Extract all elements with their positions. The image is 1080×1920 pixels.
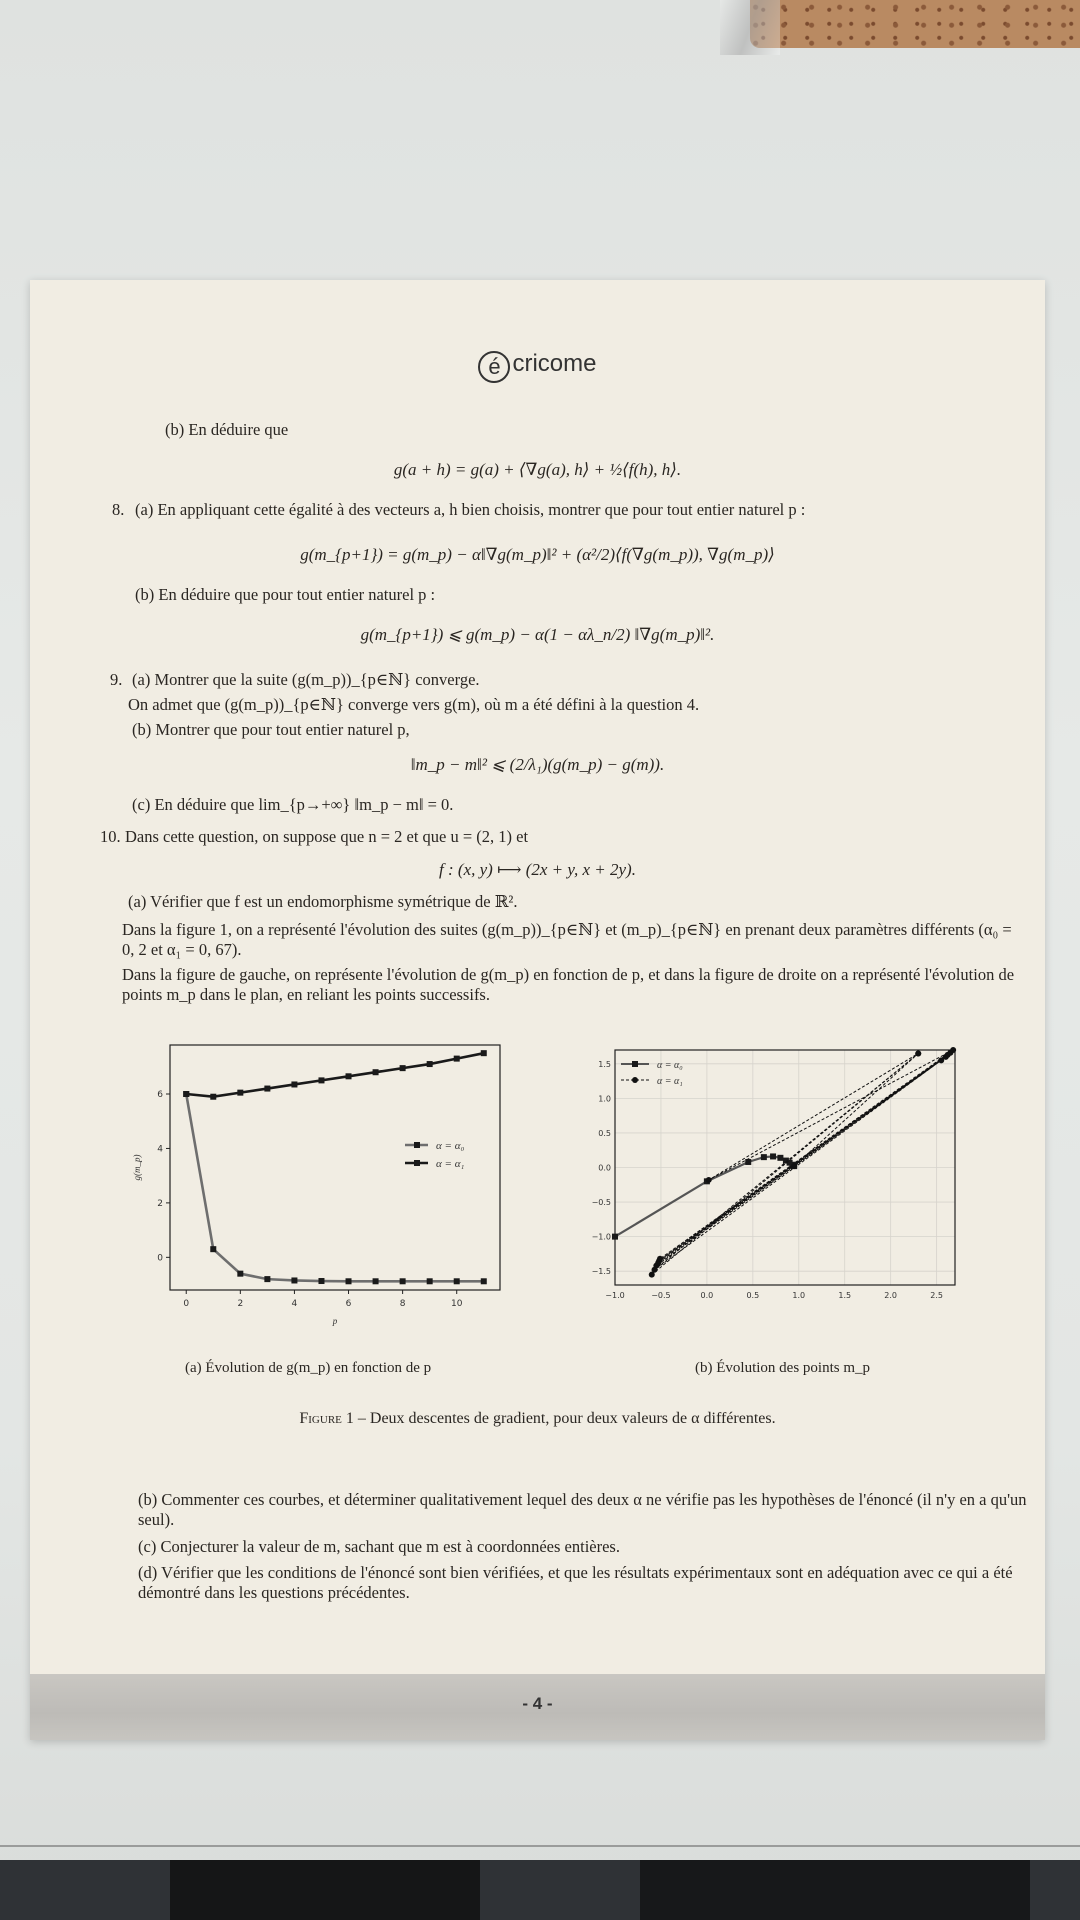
legend-marker-0	[414, 1142, 420, 1148]
q10b-text: (b) Commenter ces courbes, et déterminer qualitativement lequel des deux α ne vérifie pas les hypothèses de l'énoncé (il n'y en a qu'un seul).	[138, 1490, 1027, 1529]
floor	[0, 1860, 1080, 1920]
q10-intro: Dans cette question, on suppose que n = 2 et que u = (2, 1) et	[125, 827, 529, 846]
series-line-0	[186, 1094, 484, 1281]
x-tick-label-0: 0	[183, 1299, 190, 1309]
y-tick-label-0: 0	[157, 1253, 163, 1264]
legend-marker-1	[414, 1160, 420, 1166]
y-tick-label-3: 0.0	[598, 1163, 611, 1173]
data-point-0-10	[454, 1278, 460, 1284]
legend-label-1: α = α₁	[657, 1076, 683, 1087]
data-point-1-4	[291, 1081, 297, 1087]
data-point-0-9	[427, 1278, 433, 1284]
legend-marker-0	[632, 1061, 638, 1067]
data-point-1-14	[791, 1163, 797, 1169]
y-tick-label-2: 0.5	[598, 1128, 611, 1138]
data-point-0-6	[346, 1278, 352, 1284]
brand-name: cricome	[512, 350, 597, 377]
table-edge	[0, 1845, 1080, 1847]
chart-points-mp	[575, 1045, 975, 1315]
y-tick-label-2: 4	[157, 1144, 163, 1155]
x-tick-label-2: 4	[291, 1299, 298, 1309]
y-tick-label-1: 1.0	[598, 1094, 611, 1104]
y-tick-label-5: −1.0	[591, 1232, 611, 1242]
x-tick-label-4: 8	[399, 1299, 406, 1309]
data-point-0-1	[210, 1246, 216, 1252]
q8a-formula: g(m_{p+1}) = g(m_p) − α‖∇g(m_p)‖² + (α²/2)⟨f(∇g(m_p)), ∇g(m_p)⟩	[300, 545, 775, 564]
series-line-1	[652, 1050, 953, 1275]
q7b-label: (b) En déduire que	[165, 420, 289, 439]
q10d-text: (d) Vérifier que les conditions de l'énoncé sont bien vérifiées, et que les résultats expérimentaux sont en adéquation avec ce qui a été démontré dans les questions précédentes.	[138, 1563, 1013, 1602]
data-point-1-0	[183, 1091, 189, 1097]
data-point-0-2	[745, 1159, 751, 1165]
q10c-text: (c) Conjecturer la valeur de m, sachant que m est à coordonnées entières.	[138, 1537, 620, 1556]
cork-board-edge	[750, 0, 1080, 48]
q9b-text: (b) Montrer que pour tout entier naturel p,	[132, 720, 410, 739]
data-point-0-8	[400, 1278, 406, 1284]
y-axis-label: g(m_p)	[132, 1154, 142, 1181]
legend-label-1: α = α₁	[436, 1158, 465, 1170]
data-point-0-5	[318, 1278, 324, 1284]
q9b-formula: ‖m_p − m‖² ⩽ (2/λ₁)(g(m_p) − g(m)).	[410, 755, 665, 774]
data-point-0-5	[777, 1155, 783, 1161]
data-point-1-7	[373, 1069, 379, 1075]
data-point-1-12	[706, 1177, 712, 1183]
x-tick-label-7: 2.5	[930, 1291, 943, 1300]
data-point-1-10	[657, 1256, 663, 1262]
x-tick-label-5: 1.5	[838, 1291, 852, 1300]
y-tick-label-6: −1.5	[591, 1267, 611, 1277]
q9a-text: (a) Montrer que la suite (g(m_p))_{p∈ℕ} converge.	[132, 670, 480, 689]
data-point-0-11	[481, 1278, 487, 1284]
x-tick-label-5: 10	[450, 1299, 463, 1309]
x-axis-label: p	[332, 1316, 338, 1326]
data-point-0-3	[264, 1276, 270, 1282]
page-footer	[30, 1674, 1045, 1740]
x-tick-label-2: 0.0	[700, 1291, 714, 1300]
q8-number: 8.	[112, 500, 125, 519]
exam-page	[30, 280, 1045, 1740]
data-point-1-5	[318, 1077, 324, 1083]
y-tick-label-1: 2	[157, 1198, 163, 1209]
data-point-0-3	[761, 1154, 767, 1160]
data-point-1-10	[454, 1056, 460, 1062]
data-point-1-3	[264, 1086, 270, 1092]
q8a-text: (a) En appliquant cette égalité à des vecteurs a, h bien choisis, montrer que pour tout entier naturel p :	[135, 500, 806, 519]
legend-marker-1	[632, 1077, 638, 1083]
q10-paragraph-1: Dans la figure 1, on a représenté l'évolution des suites (g(m_p))_{p∈ℕ} et (m_p)_{p∈ℕ} en prenant deux paramètres différents (α₀ = 0, 2 et α₁ = 0, 67).	[122, 920, 1012, 959]
q10a-text: (a) Vérifier que f est un endomorphisme symétrique de ℝ².	[128, 892, 518, 911]
data-point-1-8	[400, 1065, 406, 1071]
x-tick-label-3: 0.5	[746, 1291, 760, 1300]
x-tick-label-4: 1.0	[792, 1291, 806, 1300]
chart-g-mp	[110, 1040, 510, 1326]
q9-admit: On admet que (g(m_p))_{p∈ℕ} converge vers g(m), où m a été défini à la question 4.	[128, 695, 700, 714]
figure-label: Figure 1	[299, 1410, 354, 1427]
figure-caption	[30, 1410, 1045, 1428]
data-point-1-2	[237, 1090, 243, 1096]
series-line-1	[186, 1053, 484, 1097]
legend-label-0: α = α₀	[436, 1140, 465, 1152]
q10-paragraph-2: Dans la figure de gauche, on représente l'évolution de g(m_p) en fonction de p, et dans la figure de droite on a représenté l'évolution de points m_p dans le plan, en reliant les points successifs.	[122, 965, 1015, 1004]
q8b-formula: g(m_{p+1}) ⩽ g(m_p) − α(1 − αλ_n/2) ‖∇g(m_p)‖².	[360, 625, 715, 644]
x-tick-label-1: −0.5	[651, 1291, 671, 1300]
series-line-0	[615, 1156, 794, 1236]
data-point-0-2	[237, 1271, 243, 1277]
ecricome-logo	[30, 350, 1045, 383]
data-point-1-13	[915, 1050, 921, 1056]
y-tick-label-3: 6	[157, 1090, 163, 1100]
q9c-text: (c) En déduire que lim_{p→+∞} ‖m_p − m‖ = 0.	[132, 795, 454, 814]
q7b-formula: g(a + h) = g(a) + ⟨∇g(a), h⟩ + ½⟨f(h), h⟩.	[393, 460, 682, 479]
data-point-0-0	[612, 1234, 618, 1240]
x-tick-label-0: −1.0	[605, 1291, 625, 1300]
q9-number: 9.	[110, 670, 123, 689]
y-tick-label-4: −0.5	[591, 1198, 611, 1208]
x-tick-label-3: 6	[345, 1299, 352, 1309]
q8b-text: (b) En déduire que pour tout entier naturel p :	[135, 585, 436, 604]
x-tick-label-6: 2.0	[884, 1291, 898, 1300]
page-number: - 4 -	[522, 1694, 553, 1713]
plastic-wrap	[720, 0, 780, 55]
y-tick-label-0: 1.5	[598, 1059, 611, 1069]
data-point-1-9	[427, 1061, 433, 1067]
x-tick-label-1: 2	[237, 1299, 244, 1309]
data-point-1-11	[950, 1047, 956, 1053]
data-point-1-1	[210, 1094, 216, 1100]
data-point-0-4	[770, 1153, 776, 1159]
data-point-0-4	[291, 1277, 297, 1283]
q10-number: 10.	[100, 827, 121, 846]
legend-label-0: α = α₀	[657, 1060, 683, 1071]
data-point-1-6	[346, 1073, 352, 1079]
data-point-1-11	[481, 1050, 487, 1056]
q10-formula: f : (x, y) ⟼ (2x + y, x + 2y).	[439, 860, 636, 879]
caption-right: (b) Évolution des points m_p	[695, 1360, 870, 1376]
logo-e-icon: é	[478, 351, 510, 383]
data-point-0-7	[373, 1278, 379, 1284]
figure-caption-text: – Deux descentes de gradient, pour deux valeurs de α différentes.	[353, 1410, 776, 1427]
caption-left: (a) Évolution de g(m_p) en fonction de p	[185, 1360, 432, 1376]
